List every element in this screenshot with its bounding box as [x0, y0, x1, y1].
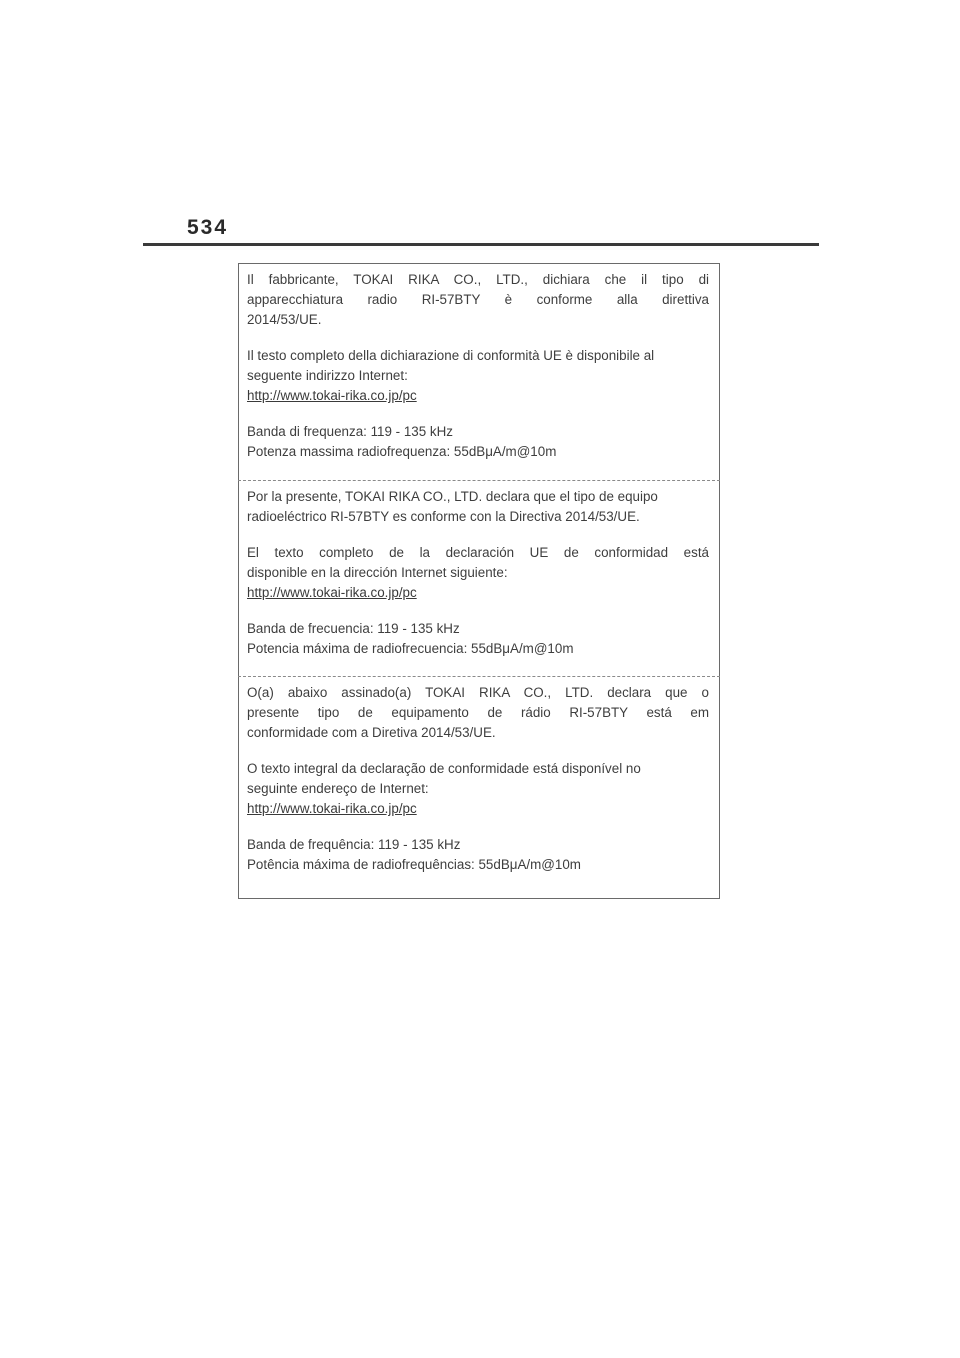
it-line-3: 2014/53/UE. — [247, 312, 322, 327]
separator-2 — [238, 676, 720, 677]
pt-line-2: presente tipo de equipamento de rádio RI-57BTY está em — [247, 705, 709, 720]
it-power: Potenza massima radiofrequenza: 55dBμA/m@10m — [247, 444, 557, 459]
it-line-5: seguente indirizzo Internet: — [247, 368, 408, 383]
pt-line-3: conformidade com a Diretiva 2014/53/UE. — [247, 725, 496, 740]
declaration-portuguese — [239, 683, 719, 875]
it-line-4: Il testo completo della dichiarazione di conformità UE è disponibile al — [247, 348, 655, 363]
pt-line-4: O texto integral da declaração de conformidade está disponível no — [247, 761, 641, 776]
declaration-spanish — [239, 487, 719, 659]
separator-1 — [238, 480, 720, 481]
es-power: Potencia máxima de radiofrecuencia: 55dBμA/m@10m — [247, 641, 574, 656]
pt-line-5: seguinte endereço de Internet: — [247, 781, 429, 796]
es-line-4: disponible en la dirección Internet siguiente: — [247, 565, 508, 580]
es-band: Banda de frecuencia: 119 - 135 kHz — [247, 621, 460, 636]
it-band: Banda di frequenza: 119 - 135 kHz — [247, 424, 453, 439]
it-line-1: Il fabbricante, TOKAI RIKA CO., LTD., dichiara che il tipo di — [247, 272, 709, 287]
declaration-italian — [239, 270, 719, 462]
it-url-link[interactable]: http://www.tokai-rika.co.jp/pc — [247, 388, 417, 403]
pt-band: Banda de frequência: 119 - 135 kHz — [247, 837, 461, 852]
page-number: 534 — [187, 216, 229, 239]
es-line-2: radioeléctrico RI-57BTY es conforme con la Directiva 2014/53/UE. — [247, 509, 640, 524]
es-url-link[interactable]: http://www.tokai-rika.co.jp/pc — [247, 585, 417, 600]
it-line-2: apparecchiatura radio RI-57BTY è conforme alla direttiva — [247, 292, 709, 307]
es-line-1: Por la presente, TOKAI RIKA CO., LTD. declara que el tipo de equipo — [247, 489, 658, 504]
header-rule — [143, 243, 819, 246]
declaration-box — [238, 263, 720, 899]
pt-power: Potência máxima de radiofrequências: 55dBμA/m@10m — [247, 857, 581, 872]
pt-url-link[interactable]: http://www.tokai-rika.co.jp/pc — [247, 801, 417, 816]
es-line-3: El texto completo de la declaración UE de conformidad está — [247, 545, 709, 560]
pt-line-1: O(a) abaixo assinado(a) TOKAI RIKA CO., LTD. declara que o — [247, 685, 709, 700]
